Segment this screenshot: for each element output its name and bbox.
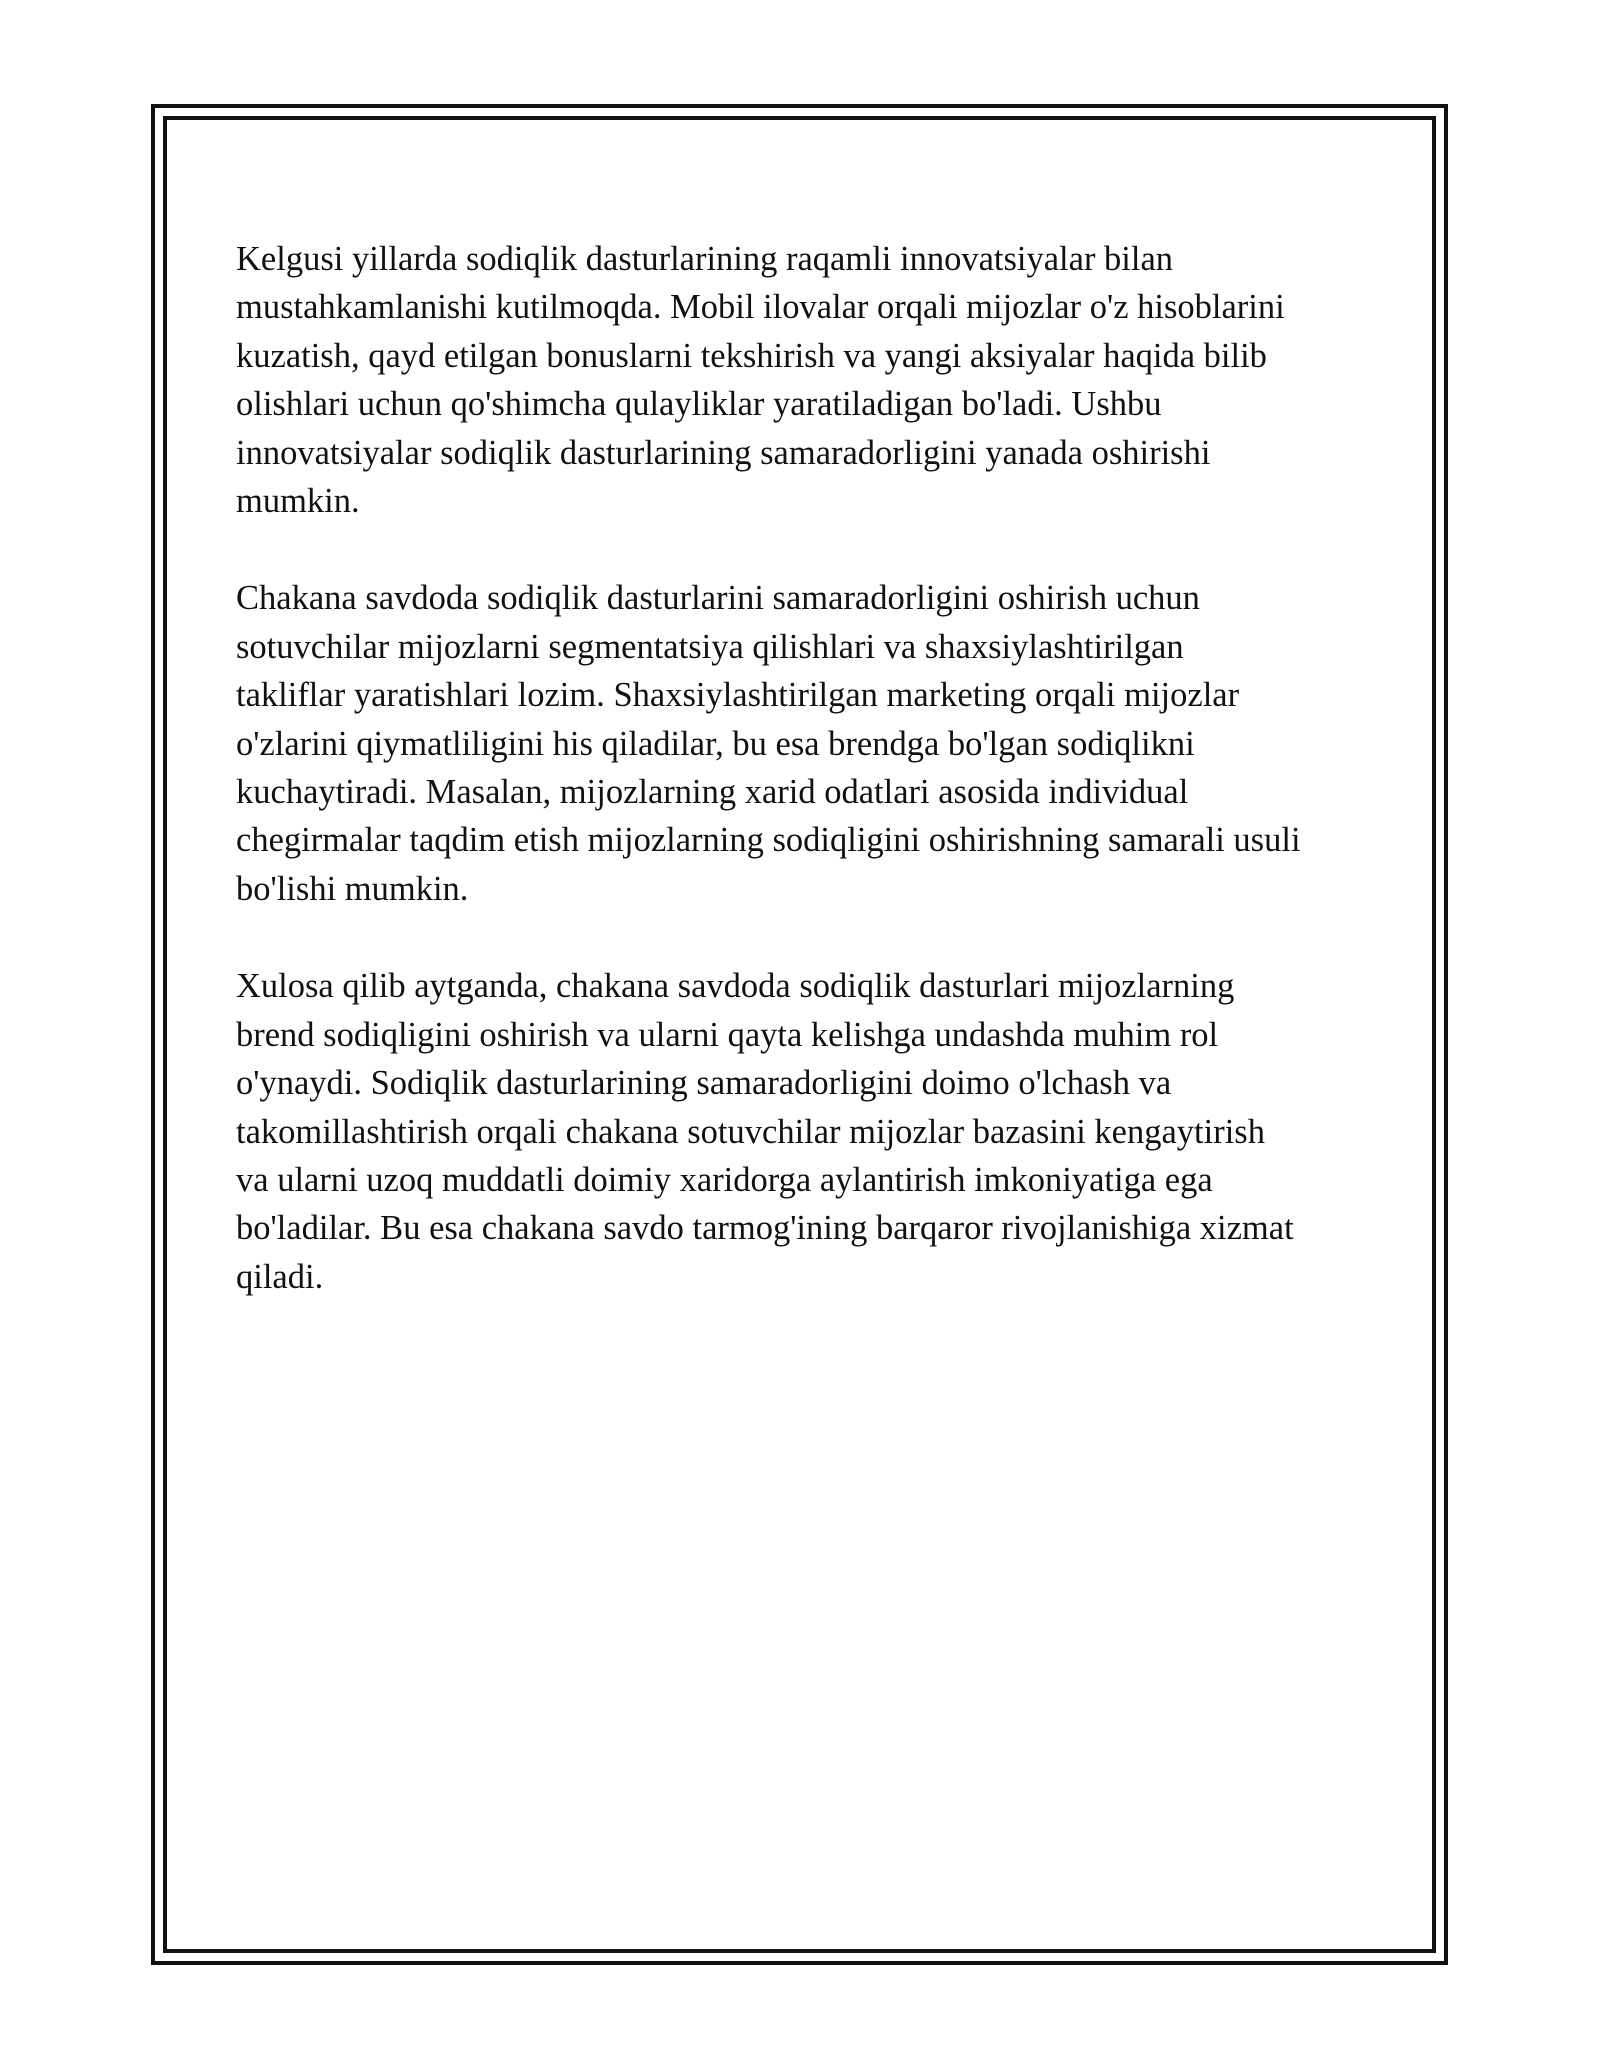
paragraph-line: mumkin.: [236, 482, 360, 521]
paragraph-line: Xulosa qilib aytganda, chakana savdoda sodiqlik dasturlari mijozlarning: [236, 967, 1235, 1006]
paragraph-line: o'ynaydi. Sodiqlik dasturlarining samaradorligini doimo o'lchash va: [236, 1064, 1172, 1103]
paragraph-1: [236, 235, 1386, 525]
paragraph-3: [236, 962, 1386, 1301]
paragraph-line: sotuvchilar mijozlarni segmentatsiya qilishlari va shaxsiylashtirilgan: [236, 627, 1184, 666]
paragraph-line: chegirmalar taqdim etish mijozlarning sodiqligini oshirishning samarali usuli: [236, 821, 1301, 860]
paragraph-line: va ularni uzoq muddatli doimiy xaridorga aylantirish imkoniyatiga ega: [236, 1160, 1213, 1199]
paragraph-line: innovatsiyalar sodiqlik dasturlarining samaradorligini yanada oshirishi: [236, 433, 1211, 472]
paragraph-line: kuchaytiradi. Masalan, mijozlarning xarid odatlari asosida individual: [236, 773, 1189, 812]
paragraph-line: Kelgusi yillarda sodiqlik dasturlarining raqamli innovatsiyalar bilan: [236, 240, 1174, 278]
paragraph-line: qiladi.: [236, 1257, 324, 1296]
paragraph-line: mustahkamlanishi kutilmoqda. Mobil ilovalar orqali mijozlar o'z hisoblarini: [236, 288, 1285, 327]
paragraph-line: olishlari uchun qo'shimcha qulayliklar yaratiladigan bo'ladi. Ushbu: [236, 385, 1162, 424]
paragraph-line: brend sodiqligini oshirish va ularni qayta kelishga undashda muhim rol: [236, 1015, 1219, 1054]
paragraph-line: takliflar yaratishlari lozim. Shaxsiylashtirilgan marketing orqali mijozlar: [236, 676, 1240, 715]
paragraph-line: takomillashtirish orqali chakana sotuvchilar mijozlar bazasini kengaytirish: [236, 1112, 1265, 1151]
paragraph-line: bo'ladilar. Bu esa chakana savdo tarmog'ining barqaror rivojlanishiga xizmat: [236, 1209, 1294, 1248]
paragraph-line: Chakana savdoda sodiqlik dasturlarini samaradorligini oshirish uchun: [236, 579, 1200, 618]
paragraph-line: bo'lishi mumkin.: [236, 869, 469, 908]
paragraph-line: kuzatish, qayd etilgan bonuslarni tekshirish va yangi aksiyalar haqida bilib: [236, 336, 1267, 375]
paragraph-line: o'zlarini qiymatliligini his qiladilar, bu esa brendga bo'lgan sodiqlikni: [236, 724, 1195, 763]
document-body: [236, 235, 1386, 1350]
paragraph-2: [236, 574, 1386, 913]
